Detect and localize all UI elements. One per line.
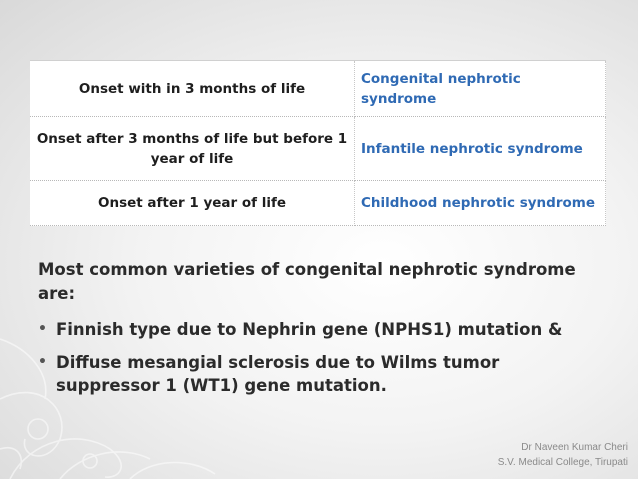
- syndrome-type-cell: Infantile nephrotic syndrome: [355, 117, 606, 181]
- footer-institution: S.V. Medical College, Tirupati: [497, 457, 628, 468]
- list-item: [38, 318, 608, 341]
- list-item-text: Diffuse mesangial sclerosis due to Wilms tumor suppressor 1 (WT1) gene mutation.: [56, 353, 500, 395]
- section-heading: Most common varieties of congenital nephrotic syndrome are:: [38, 260, 576, 303]
- onset-cell: Onset with in 3 months of life: [30, 61, 355, 117]
- onset-cell: Onset after 3 months of life but before 1 year of life: [30, 117, 355, 181]
- table-row: [30, 181, 606, 226]
- bullet-icon: •: [38, 321, 47, 337]
- bullet-icon: •: [38, 354, 47, 370]
- footer-author: Dr Naveen Kumar Cheri: [521, 442, 628, 453]
- table-row: [30, 117, 606, 181]
- list-item-text: Finnish type due to Nephrin gene (NPHS1) mutation &: [56, 320, 563, 339]
- bullet-list: [38, 318, 608, 407]
- syndrome-type-cell: Childhood nephrotic syndrome: [355, 181, 606, 226]
- list-item: [38, 351, 608, 397]
- onset-classification-table: [30, 60, 606, 226]
- slide-footer: [498, 440, 628, 470]
- table-row: [30, 61, 606, 117]
- syndrome-type-cell: Congenital nephrotic syndrome: [355, 61, 606, 117]
- onset-cell: Onset after 1 year of life: [30, 181, 355, 226]
